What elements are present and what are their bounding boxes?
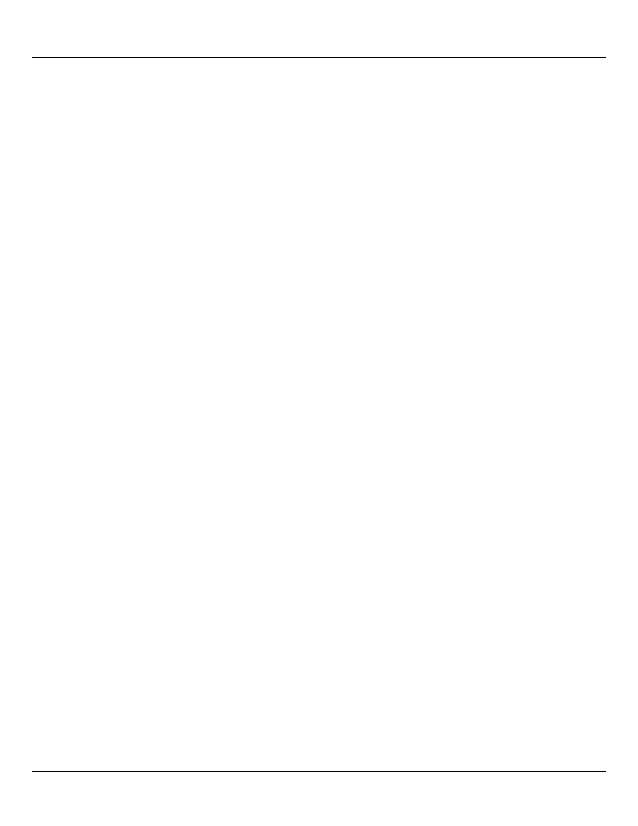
footer-divider	[32, 771, 606, 772]
header-divider	[32, 57, 606, 58]
